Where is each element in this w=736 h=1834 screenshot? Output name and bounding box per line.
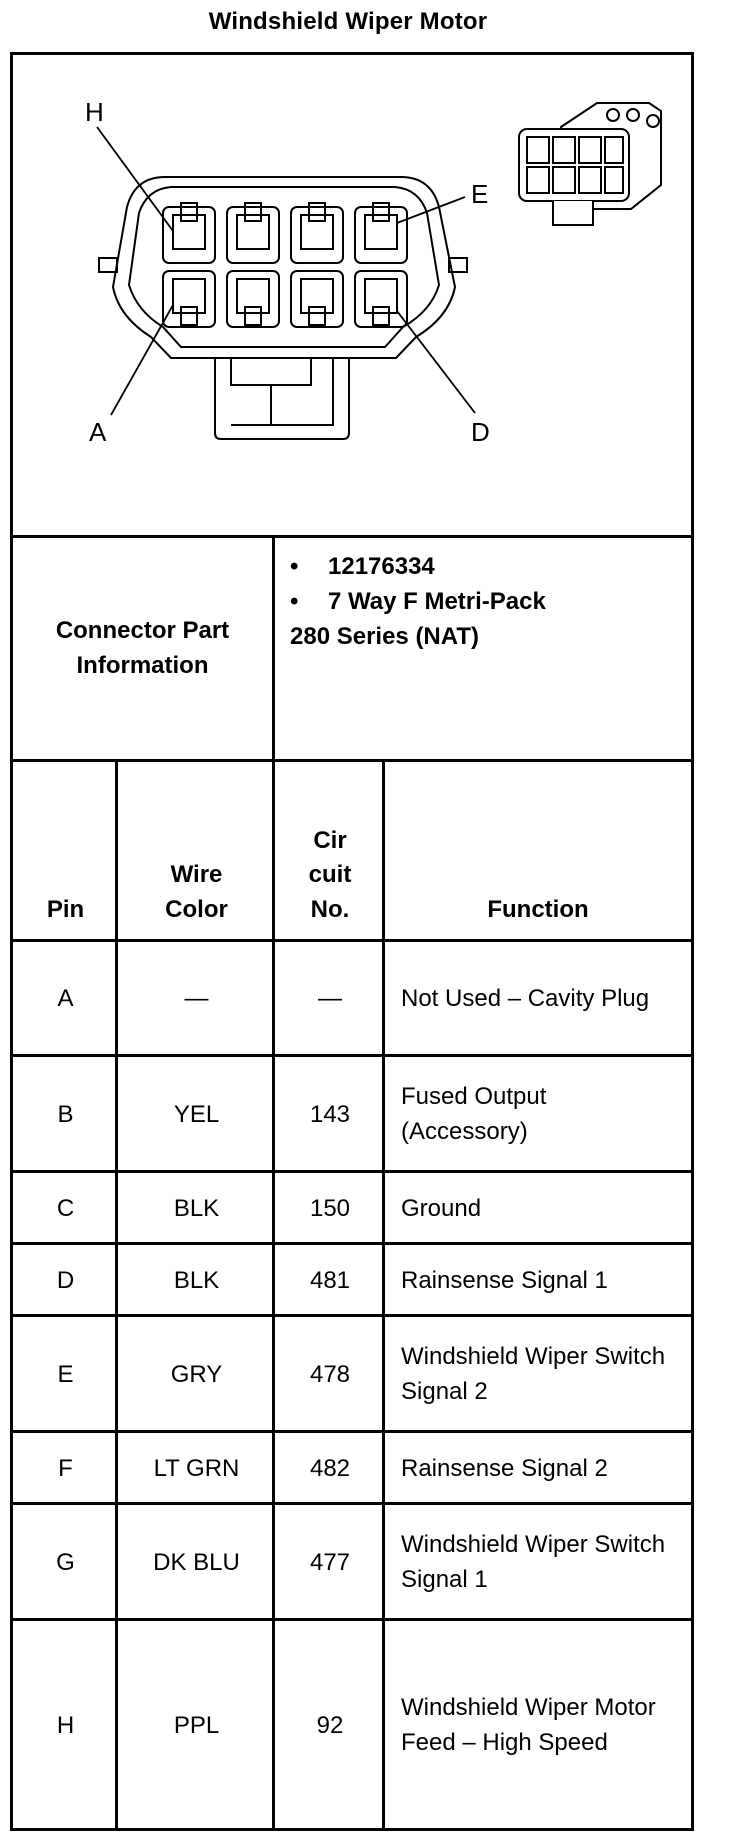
leader-a	[111, 305, 173, 415]
connector-perspective-icon	[519, 103, 661, 225]
cell-circuit: 481	[309, 1266, 351, 1294]
header-circuit-text: Cir cuit No.	[308, 826, 352, 924]
cell-wire-color: YEL	[173, 1100, 220, 1128]
part-number: • 12176334	[290, 550, 680, 585]
connector-info-details	[290, 550, 680, 654]
side-tab-left	[99, 258, 117, 272]
cell-function: Not Used – Cavity Plug	[401, 985, 650, 1013]
cell-wire-color: —	[184, 985, 209, 1013]
cell-function: Fused Output (Accessory)	[401, 1083, 547, 1145]
cell-pin: A	[57, 985, 74, 1013]
header-circuit	[275, 762, 385, 942]
cell-pin: B	[57, 1100, 74, 1128]
cell-function: Windshield Wiper Switch Signal 2	[401, 1343, 666, 1405]
latch-inner	[231, 358, 333, 425]
cell-wire-color: DK BLU	[153, 1548, 240, 1576]
cavity-row-top	[163, 203, 407, 263]
cell-circuit: 92	[316, 1711, 344, 1739]
pin-label-a: A	[89, 417, 107, 447]
cell-pin: C	[56, 1194, 75, 1222]
cell-pin: G	[56, 1548, 75, 1576]
latch	[215, 358, 349, 439]
cell-circuit: 478	[309, 1360, 351, 1388]
cell-function: Rainsense Signal 2	[401, 1454, 608, 1482]
leader-h	[97, 127, 173, 231]
cell-circuit: 150	[309, 1194, 351, 1222]
cell-circuit: 482	[309, 1454, 351, 1482]
connector-info-label-text: Connector Part Information	[55, 617, 230, 679]
series-info: 280 Series (NAT)	[290, 622, 479, 650]
cell-function: Windshield Wiper Switch Signal 1	[401, 1531, 666, 1593]
connector-type: • 7 Way F Metri-Pack	[290, 585, 680, 620]
connector-housing-outer	[113, 177, 455, 358]
cell-wire-color: BLK	[173, 1266, 220, 1294]
cell-function: Ground	[401, 1194, 482, 1222]
cell-function: Rainsense Signal 1	[401, 1266, 608, 1294]
header-function: Function	[487, 896, 589, 924]
page-title: Windshield Wiper Motor	[208, 8, 488, 35]
pin-label-e: E	[471, 179, 489, 209]
cell-wire-color: BLK	[173, 1194, 220, 1222]
cell-pin: D	[56, 1266, 75, 1294]
cell-pin: H	[56, 1711, 75, 1739]
cell-circuit: 143	[309, 1100, 351, 1128]
connector-diagram	[13, 55, 691, 543]
pin-label-d: D	[471, 417, 490, 447]
cell-pin: E	[57, 1360, 74, 1388]
cavity-row-bottom	[163, 271, 407, 327]
connector-info-bullets	[290, 550, 680, 620]
cell-wire-color: LT GRN	[153, 1454, 240, 1482]
cell-pin: F	[58, 1454, 73, 1482]
cell-function: Windshield Wiper Motor Feed – High Speed	[401, 1694, 656, 1756]
leader-d	[397, 311, 475, 413]
cell-circuit: 477	[309, 1548, 351, 1576]
cell-wire-color: PPL	[173, 1711, 220, 1739]
header-wire-color	[118, 762, 275, 942]
connector-info-label	[13, 538, 272, 760]
cell-wire-color: GRY	[170, 1360, 223, 1388]
pin-label-h: H	[85, 97, 104, 127]
header-pin: Pin	[46, 896, 85, 924]
cell-circuit: —	[318, 985, 342, 1013]
connector-housing-inner	[129, 187, 439, 347]
header-wire-color-text: Wire Color	[165, 861, 228, 924]
